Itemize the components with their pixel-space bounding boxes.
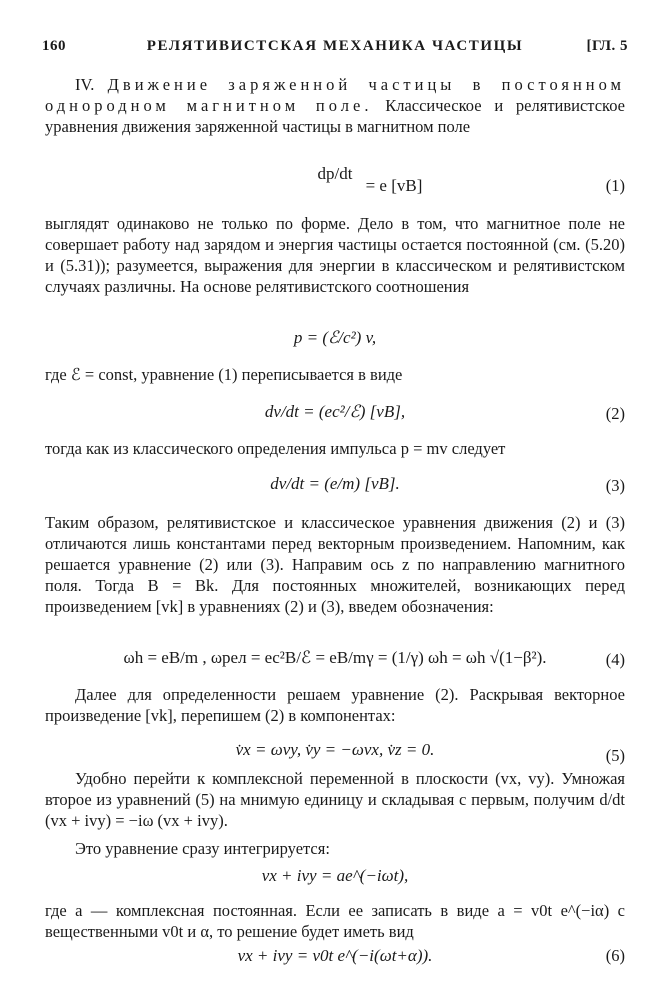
equation-3-lhs: dv/dt <box>270 474 305 493</box>
equation-p-body: p = (ℰ/c²) v, <box>293 328 377 347</box>
equation-2-number: (2) <box>605 404 625 423</box>
equation-6-body: vx + ivy = v0t e^(−i(ωt+α)). <box>237 946 433 965</box>
equation-5-body: v̇x = ωvy, v̇y = −ωvx, v̇z = 0. <box>235 740 435 759</box>
paragraph-8: где a — комплексная постоянная. Если ее записать в виде a = v0t e^(−iα) с вещественными v0t и α, то решение будет иметь вид <box>45 901 625 941</box>
running-title: РЕЛЯТИВИСТСКАЯ МЕХАНИКА ЧАСТИЦЫ <box>146 38 524 54</box>
equation-2 <box>45 392 625 436</box>
paragraph-2: где ℰ = const, уравнение (1) переписывается в виде <box>45 365 403 384</box>
equation-2-lhs: dv/dt <box>264 402 299 421</box>
equation-6 <box>45 940 625 984</box>
equation-integral <box>45 860 625 904</box>
paragraph-4: Таким образом, релятивистское и классическое уравнения движения (2) и (3) отличаются лишь константами перед векторным произведением. Напомним, как решается уравнение (2) или (3). Направим ось z по направлению магнитного поля. Тогда B = Bk. Для постоянных множителей, возникающих перед произведением [vk] в уравнениях (2) и (3), введем обозначения: <box>45 513 625 616</box>
equation-integral-body: vx + ivy = ae^(−iωt), <box>261 866 409 885</box>
equation-3 <box>45 464 625 508</box>
equation-5-number: (5) <box>605 746 625 765</box>
paragraph-7: Это уравнение сразу интегрируется: <box>75 839 330 858</box>
equation-4-number: (4) <box>605 650 625 669</box>
equation-4-body: ωh = eB/m , ωрел = ec²B/ℰ = eB/mγ = (1/γ) ωh = ωh √(1−β²). <box>123 648 547 667</box>
page-number: 160 <box>42 38 66 54</box>
paragraph-3: тогда как из классического определения импульса p = mv следует <box>45 439 506 458</box>
section-title: Движение заряженной частицы в постоянном однородном магнитном поле. <box>45 75 626 115</box>
equation-3-number: (3) <box>605 476 625 495</box>
equation-p <box>45 318 625 362</box>
equation-2-rhs: = (ec²/ℰ) [vB], <box>303 402 406 421</box>
equation-6-number: (6) <box>605 946 625 965</box>
paragraph-5: Далее для определенности решаем уравнение (2). Раскрывая векторное произведение [vk], перепишем (2) в компонентах: <box>45 685 625 725</box>
equation-4 <box>45 638 625 682</box>
section-numeral: IV. <box>75 75 95 94</box>
equation-1-rhs: = e [vB] <box>365 176 423 195</box>
section-intro-text: Классическое и релятивистское уравнения движения заряженной частицы в магнитном поле <box>45 96 625 136</box>
paragraph-6: Удобно перейти к комплексной переменной в плоскости (vx, vy). Умножая второе из уравнений (5) на мнимую единицу и складывая с первым, получим d/dt (vx + ivy) = −iω (vx + ivy). <box>45 769 625 830</box>
paragraph-1: выглядят одинаково не только по форме. Дело в том, что магнитное поле не совершает работу над зарядом и энергия частицы остается постоянной (см. (5.20) и (5.31)); разумеется, выражения для энергии в классическом и релятивистском случаях различны. На основе релятивистского соотношения <box>45 214 625 296</box>
equation-2-body <box>45 402 625 422</box>
equation-3-rhs: = (e/m) [vB]. <box>308 474 400 493</box>
running-header <box>42 38 628 60</box>
equation-1-number: (1) <box>605 176 625 195</box>
chapter-label: [ГЛ. 5 <box>586 38 628 54</box>
equation-3-body <box>45 474 625 494</box>
section-intro <box>45 74 625 137</box>
equation-1-body: dp/dt <box>317 164 353 183</box>
